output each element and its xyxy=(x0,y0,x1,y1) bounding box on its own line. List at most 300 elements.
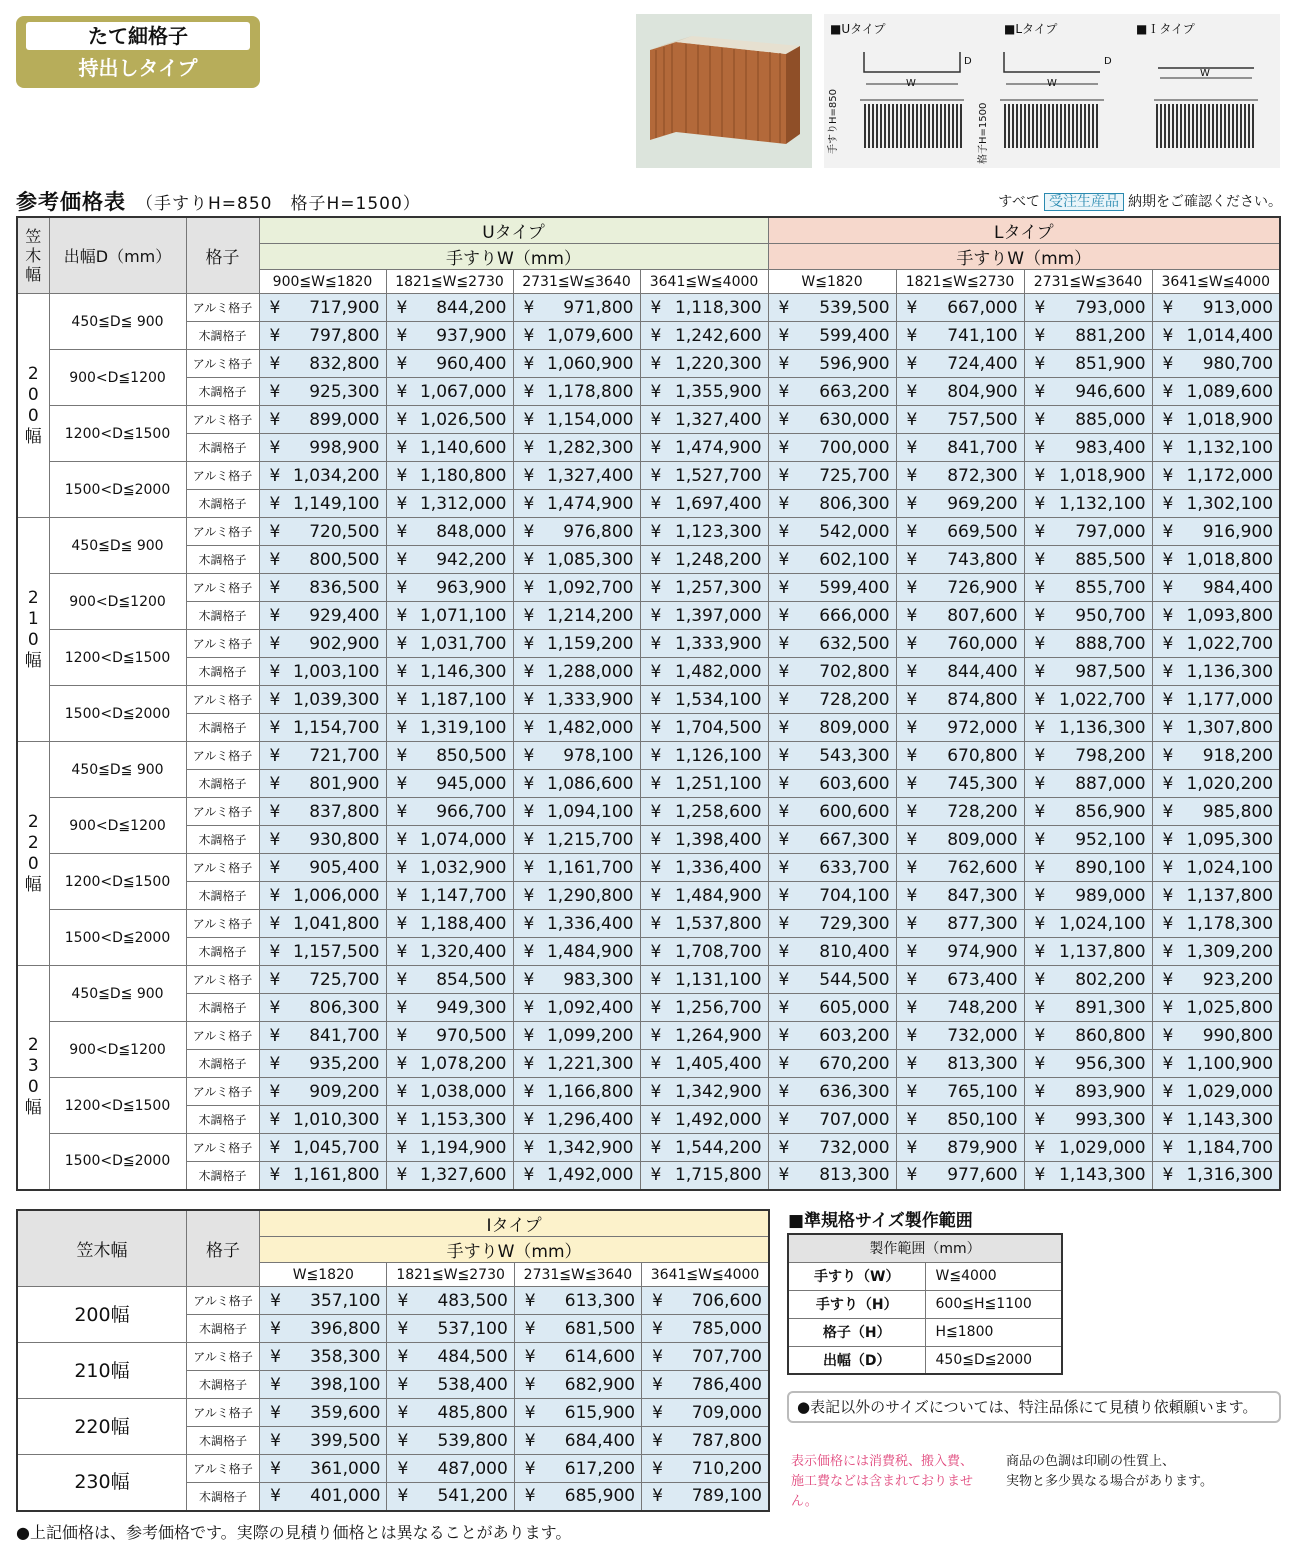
yen-sign: ¥ xyxy=(778,1081,790,1102)
price-value: 726,900 xyxy=(947,577,1018,598)
price-cell xyxy=(259,630,386,658)
price-value: 707,000 xyxy=(819,1109,890,1130)
yen-sign: ¥ xyxy=(397,1402,409,1423)
size-row xyxy=(788,1346,1062,1374)
price-value: 599,400 xyxy=(819,325,890,346)
table-row xyxy=(17,742,1280,770)
price-cell xyxy=(1024,574,1152,602)
yen-sign: ¥ xyxy=(396,633,408,654)
i-koshi-header: 格子 xyxy=(186,1210,259,1287)
yen-sign: ¥ xyxy=(523,717,535,738)
price-cell xyxy=(896,1134,1024,1162)
price-cell xyxy=(1152,798,1280,826)
yen-sign: ¥ xyxy=(269,885,281,906)
yen-sign: ¥ xyxy=(1162,745,1174,766)
u-type-header: Uタイプ xyxy=(259,217,768,244)
yen-sign: ¥ xyxy=(1034,297,1046,318)
price-value: 1,492,000 xyxy=(546,1165,634,1186)
price-cell xyxy=(896,1106,1024,1134)
price-cell xyxy=(640,574,768,602)
price-cell xyxy=(768,714,896,742)
price-value: 613,300 xyxy=(564,1290,636,1311)
yen-sign: ¥ xyxy=(652,1486,663,1507)
wood-grid-label: 木調格子 xyxy=(186,658,259,686)
l-range-header: W≦1820 xyxy=(768,270,896,294)
price-cell xyxy=(896,882,1024,910)
table-row xyxy=(17,938,1280,966)
price-value: 706,600 xyxy=(691,1290,762,1311)
price-value: 786,400 xyxy=(691,1374,762,1395)
price-value: 1,079,600 xyxy=(546,325,634,346)
price-cell xyxy=(259,602,386,630)
yen-sign: ¥ xyxy=(650,773,662,794)
yen-sign: ¥ xyxy=(524,1486,536,1507)
price-value: 855,700 xyxy=(1075,577,1146,598)
price-cell xyxy=(640,714,768,742)
yen-sign: ¥ xyxy=(1034,381,1046,402)
yen-sign: ¥ xyxy=(396,381,408,402)
price-cell xyxy=(386,770,513,798)
price-cell xyxy=(260,1483,387,1511)
yen-sign: ¥ xyxy=(652,1290,663,1311)
yen-sign: ¥ xyxy=(269,773,281,794)
price-cell xyxy=(896,322,1024,350)
price-cell xyxy=(640,602,768,630)
price-cell xyxy=(896,1022,1024,1050)
price-value: 1,014,400 xyxy=(1186,325,1274,346)
price-cell xyxy=(513,658,640,686)
price-value: 844,200 xyxy=(436,297,507,318)
price-cell xyxy=(1024,770,1152,798)
price-cell xyxy=(640,770,768,798)
price-value: 685,900 xyxy=(564,1486,636,1507)
price-cell xyxy=(640,1134,768,1162)
yen-sign: ¥ xyxy=(269,1025,281,1046)
price-value: 1,333,900 xyxy=(546,689,634,710)
yen-sign: ¥ xyxy=(906,717,918,738)
price-cell xyxy=(259,378,386,406)
price-value: 970,500 xyxy=(436,1025,507,1046)
depth-range-cell: 1500<D≦2000 xyxy=(49,462,186,518)
price-value: 600,600 xyxy=(819,801,890,822)
yen-sign: ¥ xyxy=(523,493,535,514)
price-cell xyxy=(386,490,513,518)
yen-sign: ¥ xyxy=(397,1318,409,1339)
yen-sign: ¥ xyxy=(1162,1025,1174,1046)
made-to-order-tag: 受注生産品 xyxy=(1044,193,1124,211)
table-row xyxy=(17,910,1280,938)
size-range-header: 製作範囲（mm） xyxy=(788,1234,1062,1262)
price-cell xyxy=(513,462,640,490)
yen-sign: ¥ xyxy=(523,437,535,458)
yen-sign: ¥ xyxy=(1034,773,1046,794)
price-cell xyxy=(768,1162,896,1190)
yen-sign: ¥ xyxy=(269,1081,281,1102)
wood-grid-label: 木調格子 xyxy=(186,714,259,742)
table-row xyxy=(17,1134,1280,1162)
price-value: 602,100 xyxy=(819,549,890,570)
price-cell xyxy=(260,1455,387,1483)
wood-grid-label: 木調格子 xyxy=(186,546,259,574)
size-row xyxy=(788,1290,1062,1318)
price-value: 1,131,100 xyxy=(675,969,762,990)
yen-sign: ¥ xyxy=(524,1318,536,1339)
price-value: 1,527,700 xyxy=(675,465,762,486)
price-value: 358,300 xyxy=(310,1346,381,1367)
yen-sign: ¥ xyxy=(1034,857,1046,878)
price-cell xyxy=(640,686,768,714)
yen-sign: ¥ xyxy=(778,493,790,514)
price-value: 984,400 xyxy=(1202,577,1274,598)
price-value: 1,214,200 xyxy=(546,605,634,626)
price-cell xyxy=(514,1315,641,1343)
yen-sign: ¥ xyxy=(906,1165,918,1186)
price-subtitle: （手すりH=850 格子H=1500） xyxy=(136,194,421,214)
yen-sign: ¥ xyxy=(1162,1053,1174,1074)
yen-sign: ¥ xyxy=(906,437,918,458)
yen-sign: ¥ xyxy=(652,1374,663,1395)
price-cell xyxy=(768,1106,896,1134)
price-value: 1,180,800 xyxy=(419,465,507,486)
price-value: 748,200 xyxy=(947,997,1018,1018)
price-value: 1,132,100 xyxy=(1186,437,1274,458)
yen-sign: ¥ xyxy=(523,633,535,654)
price-value: 636,300 xyxy=(819,1081,890,1102)
yen-sign: ¥ xyxy=(650,549,662,570)
price-cell xyxy=(386,1050,513,1078)
type-diagrams xyxy=(824,14,1280,168)
price-value: 949,300 xyxy=(436,997,507,1018)
price-cell xyxy=(768,910,896,938)
yen-sign: ¥ xyxy=(1034,1053,1046,1074)
price-cell xyxy=(896,658,1024,686)
price-cell xyxy=(259,686,386,714)
yen-sign: ¥ xyxy=(650,1081,662,1102)
yen-sign: ¥ xyxy=(523,913,535,934)
price-value: 487,000 xyxy=(437,1458,508,1479)
price-value: 1,118,300 xyxy=(675,297,762,318)
price-value: 1,221,300 xyxy=(546,1053,634,1074)
yen-sign: ¥ xyxy=(1034,689,1046,710)
yen-sign: ¥ xyxy=(396,465,408,486)
yen-sign: ¥ xyxy=(1162,409,1174,430)
price-value: 1,251,100 xyxy=(675,773,762,794)
price-title-text: 参考価格表 xyxy=(16,190,126,214)
i-kasagi-cell: 230幅 xyxy=(17,1455,186,1511)
l-w-label: W xyxy=(1047,78,1057,89)
price-value: 544,500 xyxy=(819,969,890,990)
price-value: 1,242,600 xyxy=(675,325,762,346)
yen-sign: ¥ xyxy=(1034,941,1046,962)
alumi-grid-label: アルミ格子 xyxy=(186,854,259,882)
price-cell xyxy=(640,1050,768,1078)
price-value: 1,093,800 xyxy=(1186,605,1274,626)
price-cell xyxy=(259,770,386,798)
price-value: 956,300 xyxy=(1075,1053,1146,1074)
price-value: 704,100 xyxy=(819,885,890,906)
price-value: 541,200 xyxy=(437,1486,508,1507)
alumi-grid-label: アルミ格子 xyxy=(186,686,259,714)
price-value: 1,026,500 xyxy=(419,409,507,430)
yen-sign: ¥ xyxy=(396,549,408,570)
price-cell xyxy=(1152,630,1280,658)
price-cell xyxy=(386,406,513,434)
yen-sign: ¥ xyxy=(269,969,281,990)
price-value: 728,200 xyxy=(947,801,1018,822)
yen-sign: ¥ xyxy=(778,633,790,654)
price-value: 1,157,500 xyxy=(292,941,380,962)
price-value: 1,248,200 xyxy=(675,549,762,570)
yen-sign: ¥ xyxy=(397,1458,409,1479)
price-cell xyxy=(386,994,513,1022)
price-value: 905,400 xyxy=(309,857,380,878)
yen-sign: ¥ xyxy=(1162,1137,1174,1158)
l-tesuri-w-header: 手すりW（mm） xyxy=(768,244,1280,270)
price-cell xyxy=(896,406,1024,434)
price-cell xyxy=(1152,1078,1280,1106)
price-value: 599,400 xyxy=(819,577,890,598)
yen-sign: ¥ xyxy=(778,325,790,346)
price-cell xyxy=(387,1483,514,1511)
price-value: 361,000 xyxy=(310,1458,381,1479)
table-row xyxy=(17,322,1280,350)
yen-sign: ¥ xyxy=(269,325,281,346)
price-cell xyxy=(768,574,896,602)
price-value: 401,000 xyxy=(310,1486,381,1507)
alumi-grid-label: アルミ格子 xyxy=(186,518,259,546)
price-cell xyxy=(896,798,1024,826)
yen-sign: ¥ xyxy=(906,521,918,542)
price-cell xyxy=(387,1371,514,1399)
yen-sign: ¥ xyxy=(650,941,662,962)
yen-sign: ¥ xyxy=(396,437,408,458)
price-cell xyxy=(640,490,768,518)
price-cell xyxy=(387,1287,514,1315)
yen-sign: ¥ xyxy=(650,437,662,458)
yen-sign: ¥ xyxy=(269,409,281,430)
price-value: 357,100 xyxy=(310,1290,381,1311)
yen-sign: ¥ xyxy=(523,885,535,906)
yen-sign: ¥ xyxy=(650,1053,662,1074)
i-w-label: W xyxy=(1200,68,1210,79)
yen-sign: ¥ xyxy=(650,885,662,906)
price-cell xyxy=(514,1427,641,1455)
price-value: 847,300 xyxy=(947,885,1018,906)
price-cell xyxy=(768,1134,896,1162)
yen-sign: ¥ xyxy=(906,661,918,682)
price-cell xyxy=(640,1106,768,1134)
price-cell xyxy=(260,1399,387,1427)
i-range-header: W≦1820 xyxy=(260,1263,387,1287)
price-value: 983,400 xyxy=(1075,437,1146,458)
yen-sign: ¥ xyxy=(906,857,918,878)
price-value: 720,500 xyxy=(309,521,380,542)
badge-line1: たて細格子 xyxy=(26,22,250,50)
table-row xyxy=(17,1050,1280,1078)
price-value: 682,900 xyxy=(564,1374,636,1395)
price-value: 1,034,200 xyxy=(292,465,380,486)
price-cell xyxy=(1024,994,1152,1022)
price-cell xyxy=(768,1050,896,1078)
i-kasagi-cell: 200幅 xyxy=(17,1287,186,1343)
alumi-grid-label: アルミ格子 xyxy=(186,462,259,490)
kasagi-cell xyxy=(17,518,49,742)
kasagi-cell xyxy=(17,294,49,518)
yen-sign: ¥ xyxy=(523,941,535,962)
size-key: 手すり（W） xyxy=(788,1262,925,1290)
u-range-header: 3641≦W≦4000 xyxy=(640,270,768,294)
price-value: 1,398,400 xyxy=(675,829,762,850)
price-value: 1,154,000 xyxy=(546,409,634,430)
yen-sign: ¥ xyxy=(906,353,918,374)
yen-sign: ¥ xyxy=(269,437,281,458)
price-cell xyxy=(768,546,896,574)
price-cell xyxy=(896,546,1024,574)
yen-sign: ¥ xyxy=(650,577,662,598)
price-cell xyxy=(1152,378,1280,406)
table-row xyxy=(17,1399,769,1427)
price-value: 850,100 xyxy=(947,1109,1018,1130)
price-cell xyxy=(259,658,386,686)
price-value: 960,400 xyxy=(436,353,507,374)
price-cell xyxy=(896,518,1024,546)
yen-sign: ¥ xyxy=(269,661,281,682)
price-value: 935,200 xyxy=(309,1053,380,1074)
price-value: 971,800 xyxy=(563,297,634,318)
yen-sign: ¥ xyxy=(778,969,790,990)
price-value: 916,900 xyxy=(1202,521,1274,542)
price-cell xyxy=(259,322,386,350)
price-value: 1,136,300 xyxy=(1186,661,1274,682)
alumi-grid-label: アルミ格子 xyxy=(186,798,259,826)
yen-sign: ¥ xyxy=(652,1458,663,1479)
yen-sign: ¥ xyxy=(269,549,281,570)
yen-sign: ¥ xyxy=(778,297,790,318)
yen-sign: ¥ xyxy=(650,1109,662,1130)
price-value: 885,500 xyxy=(1075,549,1146,570)
price-value: 785,000 xyxy=(691,1318,762,1339)
table-row xyxy=(17,686,1280,714)
yen-sign: ¥ xyxy=(1034,801,1046,822)
depth-range-cell: 1500<D≦2000 xyxy=(49,1134,186,1190)
yen-sign: ¥ xyxy=(778,997,790,1018)
yen-sign: ¥ xyxy=(1162,465,1174,486)
price-value: 850,500 xyxy=(436,745,507,766)
price-cell xyxy=(514,1399,641,1427)
depth-range-cell: 1200<D≦1500 xyxy=(49,406,186,462)
price-cell xyxy=(896,574,1024,602)
price-value: 909,200 xyxy=(309,1081,380,1102)
yen-sign: ¥ xyxy=(650,1025,662,1046)
yen-sign: ¥ xyxy=(650,493,662,514)
yen-sign: ¥ xyxy=(396,941,408,962)
yen-sign: ¥ xyxy=(270,1374,281,1395)
notice-post: 納期をご確認ください。 xyxy=(1128,194,1282,210)
price-value: 1,288,000 xyxy=(546,661,634,682)
price-value: 1,258,600 xyxy=(675,801,762,822)
price-value: 1,126,100 xyxy=(675,745,762,766)
yen-sign: ¥ xyxy=(396,913,408,934)
table-row xyxy=(17,490,1280,518)
table-row xyxy=(17,714,1280,742)
yen-sign: ¥ xyxy=(778,1025,790,1046)
i-range-header: 2731≦W≦3640 xyxy=(514,1263,641,1287)
yen-sign: ¥ xyxy=(778,745,790,766)
yen-sign: ¥ xyxy=(778,1109,790,1130)
table-row xyxy=(17,966,1280,994)
price-cell xyxy=(259,826,386,854)
price-value: 1,342,900 xyxy=(675,1081,762,1102)
yen-sign: ¥ xyxy=(652,1430,663,1451)
yen-sign: ¥ xyxy=(652,1402,663,1423)
price-value: 1,342,900 xyxy=(546,1137,634,1158)
price-value: 925,300 xyxy=(309,381,380,402)
price-value: 807,600 xyxy=(947,605,1018,626)
price-value: 538,400 xyxy=(437,1374,508,1395)
price-value: 1,312,000 xyxy=(419,493,507,514)
price-cell xyxy=(513,602,640,630)
yen-sign: ¥ xyxy=(906,1137,918,1158)
price-value: 969,200 xyxy=(947,493,1018,514)
yen-sign: ¥ xyxy=(1162,577,1174,598)
price-cell xyxy=(768,882,896,910)
price-cell xyxy=(1152,742,1280,770)
table-row xyxy=(17,658,1280,686)
price-cell xyxy=(1152,826,1280,854)
price-value: 1,095,300 xyxy=(1186,829,1274,850)
yen-sign: ¥ xyxy=(650,801,662,822)
price-cell xyxy=(386,1134,513,1162)
price-cell xyxy=(513,518,640,546)
price-cell xyxy=(1024,602,1152,630)
price-value: 614,600 xyxy=(564,1346,636,1367)
price-value: 809,000 xyxy=(947,829,1018,850)
wood-grid-label: 木調格子 xyxy=(186,770,259,798)
yen-sign: ¥ xyxy=(906,969,918,990)
yen-sign: ¥ xyxy=(906,1053,918,1074)
price-value: 1,041,800 xyxy=(292,913,380,934)
yen-sign: ¥ xyxy=(523,689,535,710)
price-cell xyxy=(259,462,386,490)
size-row xyxy=(788,1318,1062,1346)
price-value: 1,161,800 xyxy=(292,1165,380,1186)
price-value: 1,316,300 xyxy=(1186,1165,1274,1186)
depth-range-cell: 900<D≦1200 xyxy=(49,1022,186,1078)
price-table-title xyxy=(16,186,421,216)
yen-sign: ¥ xyxy=(1162,689,1174,710)
price-value: 1,024,100 xyxy=(1186,857,1274,878)
price-cell xyxy=(1024,546,1152,574)
price-cell xyxy=(513,686,640,714)
l-type-label: ■Lタイプ xyxy=(1004,22,1058,36)
price-value: 765,100 xyxy=(947,1081,1018,1102)
size-key: 格子（H） xyxy=(788,1318,925,1346)
wood-grid-label: 木調格子 xyxy=(186,490,259,518)
alumi-grid-label: アルミ格子 xyxy=(186,1399,259,1427)
yen-sign: ¥ xyxy=(778,605,790,626)
yen-sign: ¥ xyxy=(906,633,918,654)
price-cell xyxy=(386,714,513,742)
price-value: 1,187,100 xyxy=(419,689,507,710)
price-cell xyxy=(640,798,768,826)
price-value: 1,147,700 xyxy=(419,885,507,906)
price-value: 990,800 xyxy=(1202,1025,1274,1046)
yen-sign: ¥ xyxy=(778,1137,790,1158)
yen-sign: ¥ xyxy=(397,1290,409,1311)
price-cell xyxy=(768,294,896,322)
price-value: 1,537,800 xyxy=(675,913,762,934)
yen-sign: ¥ xyxy=(906,773,918,794)
